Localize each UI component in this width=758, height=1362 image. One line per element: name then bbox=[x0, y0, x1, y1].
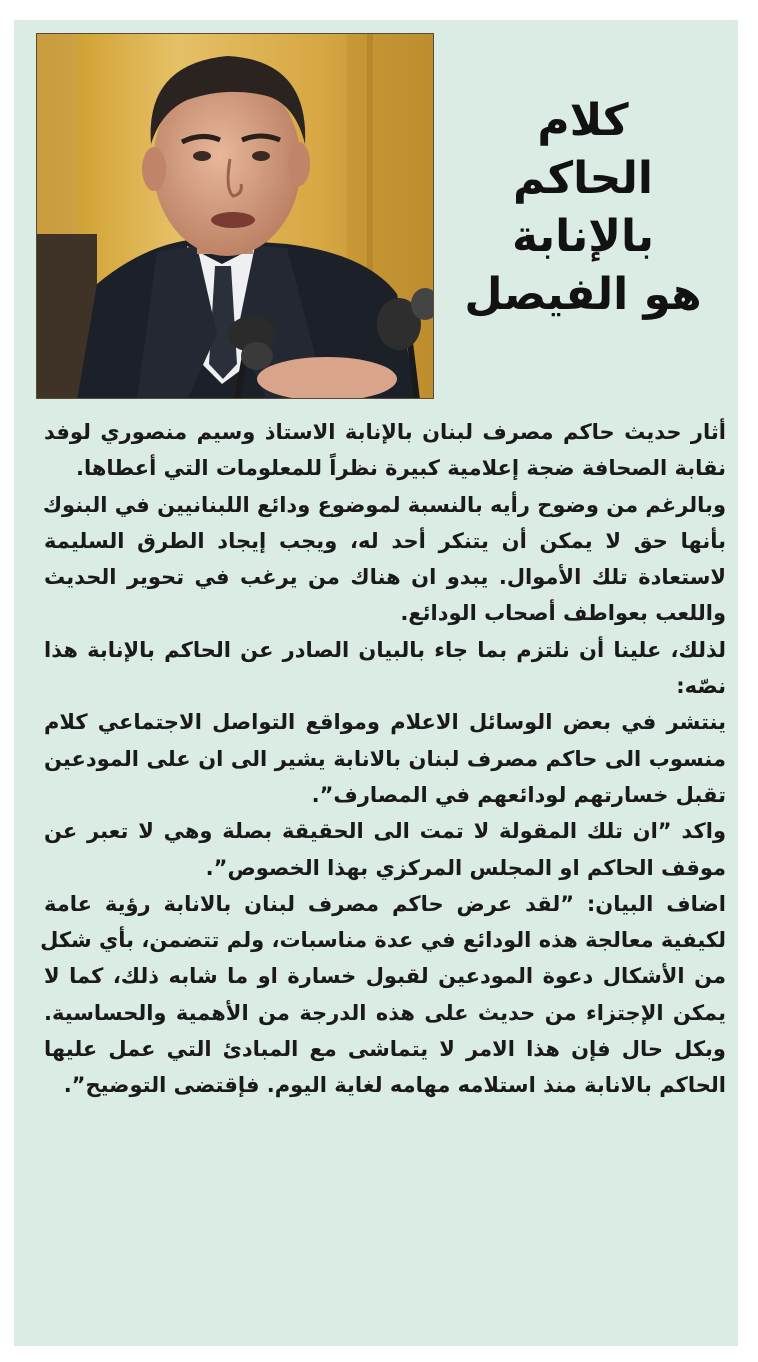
text-line: لاستعادة تلك الأموال. يبدو ان هناك من يرغب في تحوير الحديث bbox=[44, 565, 726, 590]
text-line: أثار حديث حاكم مصرف لبنان بالإنابة الاستاذ وسيم منصوري لوفد bbox=[44, 420, 726, 444]
text-line: لذلك، علينا أن نلتزم بما جاء بالبيان الصادر عن الحاكم بالإنابة هذا bbox=[44, 637, 726, 662]
text-line: واكد ”ان تلك المقولة لا تمت الى الحقيقة بصلة وهي لا تعبر عن bbox=[44, 819, 726, 844]
headline-line: بالإنابة bbox=[511, 211, 655, 262]
article-panel bbox=[14, 20, 738, 1346]
article-photo bbox=[36, 33, 434, 399]
text-line: بأنها حق لا يمكن أن يتنكر أحد له، ويجب إيجاد الطرق السليمة bbox=[44, 528, 726, 553]
paragraph bbox=[44, 632, 726, 705]
headline bbox=[442, 92, 724, 324]
text-line: منسوب الى حاكم مصرف لبنان بالانابة يشير الى ان على المودعين bbox=[44, 746, 726, 771]
paragraph bbox=[44, 813, 726, 886]
paragraph bbox=[40, 886, 726, 1104]
text-line: وبكل حال فإن هذا الامر لا يتماشى مع المبادئ التي عمل عليها bbox=[44, 1037, 726, 1062]
text-line: الحاكم بالانابة منذ استلامه مهامه لغاية اليوم. فإقتضى التوضيح”. bbox=[63, 1073, 726, 1098]
article-body bbox=[40, 414, 726, 1104]
text-line: نصّه: bbox=[676, 674, 726, 699]
text-line: تقبل خسارتهم لودائعهم في المصارف”. bbox=[311, 782, 726, 807]
text-line: يمكن الإجتزاء من حديث على هذه الدرجة من الأهمية والحساسية. bbox=[44, 1000, 726, 1025]
paragraph bbox=[44, 487, 726, 632]
text-line: واللعب بعواطف أصحاب الودائع. bbox=[400, 601, 726, 626]
headline-line: الحاكم bbox=[513, 153, 653, 204]
text-line: موقف الحاكم او المجلس المركزي بهذا الخصوص”. bbox=[205, 855, 726, 880]
headline-line: هو الفيصل bbox=[464, 269, 702, 320]
text-line: نقابة الصحافة ضجة إعلامية كبيرة نظراً للمعلومات التي أعطاها. bbox=[76, 456, 726, 481]
text-line: لكيفية معالجة هذه الودائع في عدة مناسبات، ولم تتضمن، بأي شكل bbox=[40, 928, 726, 953]
paragraph bbox=[44, 704, 726, 813]
paragraph bbox=[44, 414, 726, 487]
text-line: من الأشكال دعوة المودعين لقبول خسارة او ما شابه ذلك، كما لا bbox=[44, 964, 726, 989]
headline-line: كلام bbox=[537, 95, 629, 146]
text-line: اضاف البيان: ”لقد عرض حاكم مصرف لبنان بالانابة رؤية عامة bbox=[44, 891, 726, 916]
text-line: وبالرغم من وضوح رأيه بالنسبة لموضوع ودائع اللبنانيين في البنوك bbox=[42, 492, 726, 517]
text-line: ينتشر في بعض الوسائل الاعلام ومواقع التواصل الاجتماعي كلام bbox=[44, 710, 726, 735]
